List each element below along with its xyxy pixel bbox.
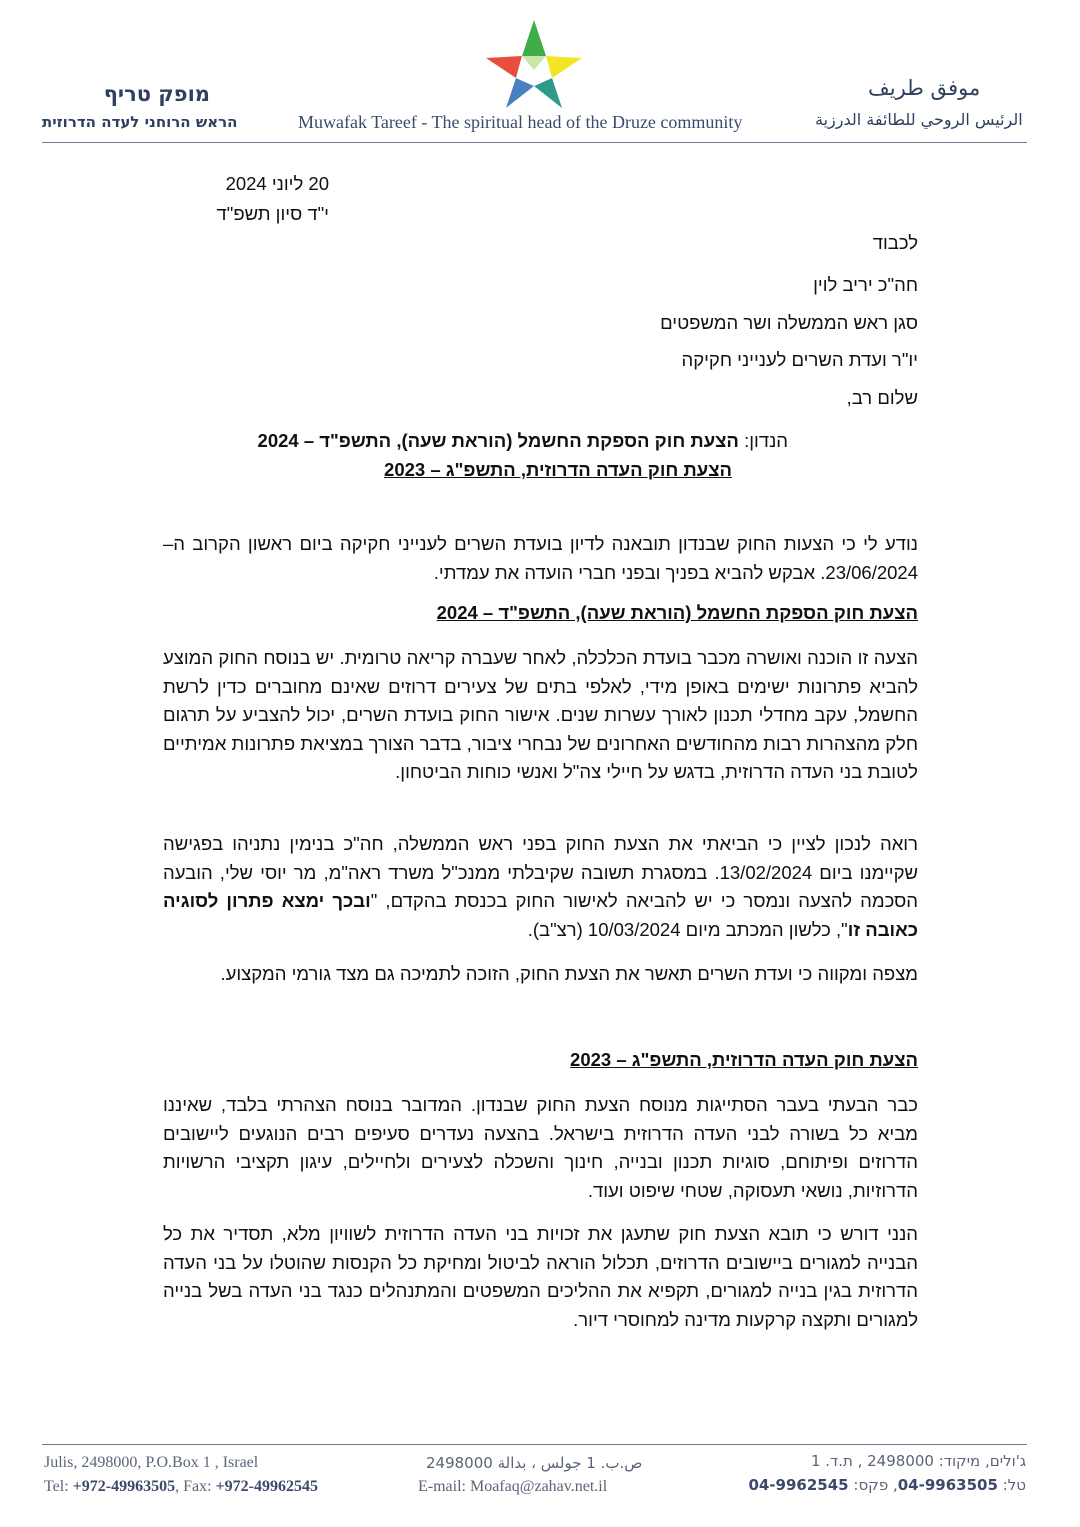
date-hebrew: י"ד סיון תשפ"ד [216, 203, 329, 224]
section1-p2-text-b: ", כלשון המכתב מיום 10/03/2024 (רצ"ב). [527, 918, 848, 940]
section1-heading: הצעת חוק הספקת החשמל (הוראת שעה), התשפ"ד – 2024 [436, 602, 918, 623]
recipient-role-minister: סגן ראש הממשלה ושר המשפטים [660, 312, 918, 333]
footer-he-fax: 04-9962545 [748, 1476, 849, 1494]
footer-he-fax-label: , פקס: [853, 1476, 898, 1494]
footer-en-fax: +972-49962545 [215, 1478, 319, 1495]
footer-he-tel: 04-9963505 [897, 1476, 998, 1494]
section2-heading: הצעת חוק העדה הדרוזית, התשפ"ג – 2023 [570, 1049, 918, 1070]
footer-en-tel-label: Tel: [44, 1478, 69, 1495]
logo-yellow-segment [546, 56, 582, 78]
logo-red-segment [486, 56, 522, 78]
letterhead-english: Muwafak Tareef - The spiritual head of the Druze community [298, 112, 743, 132]
subject-label: הנדון: [744, 430, 788, 451]
footer-hebrew-phones [748, 1476, 1026, 1494]
subject-druze-bill: הצעת חוק העדה הדרוזית, התשפ"ג – 2023 [384, 459, 732, 480]
section1-p2-quote: ובכך ימצא פתרון לסוגיה כאובה זו [163, 890, 918, 940]
section2-paragraph2: הנני דורש כי תובא הצעת חוק שתעגן את זכויות בני העדה הדרוזית לשוויון מלא, תסדיר את כל הבנייה למגורים ביישובים הדרוזים, תכלול הוראה לביטול ומחיקת כל הקנסות שהוטלו על בני העדה הדרוזית בגין בנייה למגורים, תקפיא את ההליכים המשפטים והמתנהלים כנגד בני העדה בשל בנייה למגורים ותקצה קרקעות מדינה למחוסרי דיור. [163, 1223, 918, 1330]
section1-paragraph2 [163, 830, 918, 944]
section1-paragraph1: הצעה זו הוכנה ואושרה מכבר בועדת הכלכלה, לאחר שעברה קריאה טרומית. יש בנוסח החוק המוצע להביא פתרונות ישימים באופן מידי, לאלפי בתים של צעירים דרוזים שאינם מחוברים כדין לרשת החשמל, עקב מחדלי תכנון לאורך עשרות שנים. אישור החוק בועדת השרים, יכול להצביע על תרגום חלק מהצהרות רבות מהחודשים האחרונים של נבחרי ציבור, בדבר הצורך במציאת פתרונות אמיתיים לטובת בני העדה הדרוזית, בדגש על חיילי צה"ל ואנשי כוחות הביטחון. [163, 647, 918, 782]
logo-green-segment [522, 20, 546, 56]
section1-p2-text-a: רואה לנכון לציין כי הביאתי את הצעת החוק בפני ראש הממשלה, חה"כ בנימין נתניהו בפגישה שקיימנו ביום 13/02/2024. במסגרת תשובה שקיבלתי ממנכ"ל משרד ראה"מ, מר יוסי שלי, הובעה הסכמה להצעה ונמסר כי יש להביאה לאישור החוק בכנסת בהקדם, " [163, 833, 918, 911]
subject-line [258, 429, 788, 453]
footer-english-phones [44, 1478, 318, 1496]
footer-hebrew-address: ג'ולים, מיקוד: 2498000 , ת.ד. 1 [810, 1452, 1026, 1470]
footer-en-tel: +972-49963505 [72, 1478, 176, 1495]
date-gregorian: 20 ליוני 2024 [225, 173, 329, 194]
footer-divider [42, 1444, 1027, 1445]
section2-paragraph1: כבר הבעתי בעבר הסתייגות מנוסח הצעת החוק שבנדון. המדובר בנוסח הצהרתי בלבד, שאיננו מביא כל בשורה לבני העדה הדרוזית בישראל. בהצעה נעדרים סעיפים רבים הנוגעים ליישובים הדרוזים ופיתוחם, סוגיות תכנון ובנייה, חינוך והשכלה לצעירים ולחיילים, עיגון תקציבי הרשויות הדרוזיות, נושאי תעסוקה, שטחי שיפוט ועוד. [163, 1094, 918, 1201]
footer-en-fax-label: , Fax: [175, 1478, 212, 1495]
intro-paragraph: נודע לי כי הצעות החוק שבנדון תובאנה לדיון בועדת השרים לענייני חקיקה ביום ראשון הקרוב ה– 23/06/2024. אבקש להביא בפניך ובפני חברי הועדה את עמדתי. [163, 533, 918, 583]
footer-english-address: Julis, 2498000, P.O.Box 1 , Israel [44, 1454, 259, 1471]
letterhead-hebrew-title: הראש הרוחני לעדה הדרוזית [42, 113, 238, 131]
footer-he-tel-label: טל: [1002, 1476, 1026, 1494]
recipient-role-committee: יו"ר ועדת השרים לענייני חקיקה [681, 349, 918, 370]
salutation-to: לכבוד [872, 232, 918, 253]
footer-email-link[interactable]: Moafaq@zahav.net.il [469, 1478, 608, 1495]
druze-star-logo [484, 18, 584, 110]
footer-email-label: E-mail: [418, 1478, 466, 1495]
letterhead-arabic-name: موفق طريف [868, 76, 981, 100]
letterhead-hebrew-name: מופק טריף [103, 82, 210, 106]
footer-email-line [418, 1478, 607, 1496]
subject-electricity-bill: הצעת חוק הספקת החשמל (הוראת שעה), התשפ"ד – 2024 [257, 430, 739, 451]
letterhead-arabic-title: الرئيس الروحي للطائفة الدرزية [815, 110, 1023, 129]
greeting: שלום רב, [846, 387, 918, 408]
section1-paragraph3: מצפה ומקווה כי ועדת השרים תאשר את הצעת החוק, הזוכה לתמיכה גם מצד גורמי המקצוע. [220, 963, 918, 984]
header-divider [42, 142, 1027, 143]
recipient-name: חה"כ יריב לוין [813, 274, 918, 295]
footer-arabic-address: ص.ب. 1 جولس ، بدالة 2498000 [426, 1454, 643, 1472]
